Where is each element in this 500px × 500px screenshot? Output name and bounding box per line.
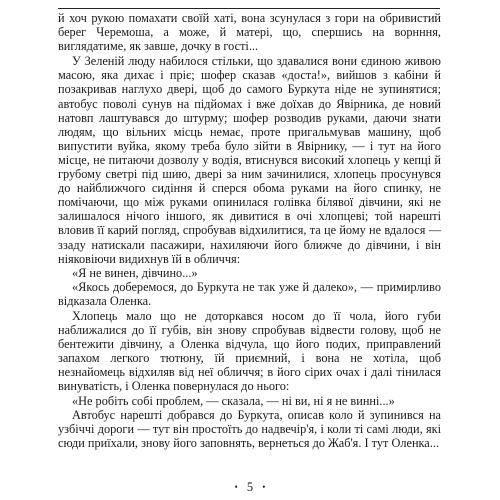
paragraph-bus-crowd: У Зеленій люду набилося стільки, що здавалися вони єдиною живою масою, яка дихає і пріє; шофер сказав «доста!», вийшов з кабіни й позакривав наглухо двері, щоб до самого Буркута ніде не зупинятися; автобус поволі сунув на підйомах і вже доїхав до Явірника, де новий натовп лаштувався до штурму; шофер розводив руками, даючи знати людям, що вільних місць немає, проте пригальмував машину, щоб випустити вуйка, якому треба було зійти в Явірнику, — і тут на його місце, не питаючи дозволу у водія, втиснувся високий хлопець у кепці й грубому светрі під шию, двері за ним зачинилися, хлопець просунувся до найближчого сидіння й сперся обома руками на його спинку, не помічаючи, що між руками опинилася голівка білявої дівчини, які не залишалося нічого іншого, як дивитися в очі хлопцеві; той нарешті вловив її карий погляд, спробував відхилитися, та це йому не вдалося — ззаду натискали пасажири, нахиляючи його ближче до дівчини, і він ніяковіючи видихнув їй в обличчя: — [58, 54, 441, 266]
top-rule — [58, 8, 440, 9]
page-body — [58, 11, 441, 450]
dialogue-olenka-reply: «Якось доберемося, до Буркута не так уже й далеко», — примирливо відказала Оленка. — [58, 279, 441, 308]
page-footer — [0, 480, 500, 494]
page-number: 5 — [246, 480, 254, 494]
dialogue-no-problems: «Не робіть собі проблем, — сказала, — ні ви, ні я не винні...» — [72, 393, 395, 408]
paragraph-closeness: Хлопець мало що не доторкався носом до її чола, його губи наближалися до її губів, він знову спробував відвести голову, щоб не бентежити дівчину, а Оленка відчула, що його подих, приправлений запахом легкого тютюну, їй приємний, і вона не хотіла, щоб незнайомець відхиляв від неї обличчя; в його сірих очах і далі тінилася винуватість, і Оленка повернулася до нього: — [58, 308, 441, 394]
ornament-left: • — [234, 482, 238, 492]
paragraph-arrival: Автобус нарешті добрався до Буркута, описав коло й зупинився на узбіччі дороги — тут він простоїть до надвечір'я, і коли ті самі люди, які сюди приїхали, знову його заповнять, вернеться до Жаб'я. І тут Оленка... — [58, 407, 441, 450]
dialogue-not-guilty: «Я не винен, дівчино...» — [72, 265, 198, 280]
paragraph-continuation: й хоч рукою помахати своїй хаті, вона зсунулася з гори на обривистий берег Черемоша, а може, й матері, що, спершись на ворнння, виглядатиме, як завше, дочку в гості... — [58, 11, 441, 54]
ornament-right: • — [262, 482, 266, 492]
